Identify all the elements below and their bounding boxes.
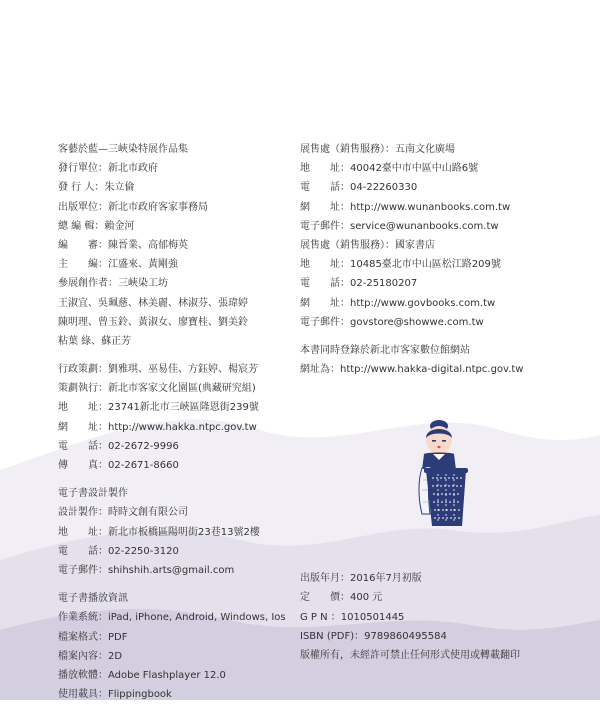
row-value: shihshih.arts@gmail.com bbox=[108, 564, 235, 576]
administration-block bbox=[58, 360, 303, 475]
row-value: http://www.govbooks.com.tw bbox=[350, 297, 496, 309]
row-value: service@wunanbooks.com.tw bbox=[350, 220, 499, 232]
row-label: 使用載具： bbox=[58, 689, 108, 701]
copyright-notice: 版權所有，未經許可禁止任何形式使用或轉載翻印 bbox=[300, 650, 520, 661]
book-title: 客藝於藍—三峽染特展作品集 bbox=[58, 144, 188, 155]
right-column bbox=[300, 140, 590, 665]
artist-names-row bbox=[58, 294, 303, 313]
info-row bbox=[58, 685, 303, 704]
row-label: 地 址： bbox=[58, 402, 108, 414]
artist-names-row bbox=[58, 332, 303, 351]
digital-museum-block bbox=[300, 341, 590, 379]
row-label: 網 址： bbox=[300, 297, 350, 309]
info-row bbox=[58, 666, 303, 685]
row-label: 發行單位： bbox=[58, 163, 108, 175]
row-label: ISBN (PDF)： bbox=[300, 630, 365, 642]
info-row bbox=[58, 379, 303, 398]
row-label: 設計製作： bbox=[58, 507, 108, 519]
row-value: 賴金河 bbox=[104, 220, 135, 232]
row-label: 總 編 輯： bbox=[58, 220, 105, 232]
row-label: 地 址： bbox=[58, 526, 108, 538]
info-row bbox=[58, 159, 303, 178]
row-value: 1010501445 bbox=[340, 611, 405, 623]
info-row bbox=[58, 456, 303, 475]
row-label: 地 址： bbox=[300, 259, 350, 271]
row-value: 23741新北市三峽區隆恩街239號 bbox=[108, 402, 259, 414]
info-row bbox=[58, 274, 303, 293]
info-row bbox=[300, 236, 590, 255]
copyright-row bbox=[300, 646, 590, 665]
info-row bbox=[300, 255, 590, 274]
row-value: 國家書店 bbox=[395, 239, 435, 251]
row-label: 編 審： bbox=[58, 239, 108, 251]
row-label: 電 話： bbox=[300, 278, 350, 290]
row-label: 電子郵件： bbox=[300, 316, 350, 328]
row-value: http://www.hakka-digital.ntpc.gov.tw bbox=[340, 364, 524, 376]
sales-outlets-block bbox=[300, 140, 590, 332]
row-value: 劉雅琪、巫易佳、方鈺婷、楊宸芳 bbox=[108, 364, 258, 376]
row-value: 新北市政府客家事務局 bbox=[108, 201, 208, 213]
row-value: govstore@showwe.com.tw bbox=[350, 316, 484, 328]
row-label: 電子郵件： bbox=[58, 564, 108, 576]
row-label: 檔案內容： bbox=[58, 650, 108, 662]
hakka-woman-dyeing-vat-icon bbox=[396, 418, 482, 530]
row-value: 2D bbox=[108, 650, 123, 662]
row-label: 電 話： bbox=[300, 182, 350, 194]
row-label: 定 價： bbox=[300, 592, 350, 604]
info-row bbox=[58, 360, 303, 379]
row-value: Flippingbook bbox=[108, 689, 172, 701]
row-label: 主 編： bbox=[58, 259, 108, 271]
row-label: 網址為： bbox=[300, 364, 340, 376]
info-row bbox=[300, 360, 590, 379]
row-value: iPad, iPhone, Android, Windows, Ios bbox=[108, 612, 286, 624]
artist-names-row bbox=[58, 313, 303, 332]
info-row bbox=[58, 418, 303, 437]
info-row bbox=[58, 503, 303, 522]
section-heading: 電子書播放資訊 bbox=[58, 593, 128, 605]
left-column bbox=[58, 140, 303, 704]
artist-names: 王淑宜、吳珮慈、林美麗、林淑芬、張瑋婷 bbox=[58, 297, 248, 309]
info-row bbox=[300, 217, 590, 236]
row-value: 三峽染工坊 bbox=[118, 278, 168, 290]
info-row bbox=[58, 437, 303, 456]
section-heading: 電子書設計製作 bbox=[58, 488, 128, 500]
row-value: 02-2672-9996 bbox=[108, 440, 179, 452]
row-label: 出版年月： bbox=[300, 573, 350, 585]
info-row bbox=[58, 628, 303, 647]
row-label: 出版單位： bbox=[58, 201, 108, 213]
info-row bbox=[300, 159, 590, 178]
row-value: 02-2671-8660 bbox=[108, 460, 179, 471]
section-heading-row bbox=[58, 484, 303, 503]
row-value: 40042臺中市中區中山路6號 bbox=[350, 163, 479, 175]
row-value: 9789860495584 bbox=[364, 630, 447, 642]
row-value: PDF bbox=[108, 631, 128, 643]
info-row bbox=[58, 236, 303, 255]
row-label: 電 話： bbox=[58, 545, 108, 557]
row-label: 網 址： bbox=[300, 201, 350, 213]
row-label: 發 行 人： bbox=[58, 182, 105, 194]
row-value: 02-2250-3120 bbox=[108, 545, 179, 557]
row-label: 行政策劃： bbox=[58, 364, 108, 376]
row-label: 策劃執行： bbox=[58, 383, 108, 395]
info-row bbox=[300, 178, 590, 197]
info-row bbox=[300, 313, 590, 332]
artist-names: 陳明理、曾玉鈴、黃淑女、廖寶桂、劉美鈴 bbox=[58, 316, 248, 328]
ebook-playback-block bbox=[58, 589, 303, 704]
artist-names: 粘葉 綠、蘇正芳 bbox=[58, 335, 132, 347]
info-row bbox=[300, 294, 590, 313]
row-value: 10485臺北市中山區松江路209號 bbox=[350, 259, 501, 271]
info-row bbox=[58, 542, 303, 561]
book-title-row bbox=[58, 140, 303, 159]
row-value: http://www.wunanbooks.com.tw bbox=[350, 201, 511, 213]
row-label: 作業系統： bbox=[58, 612, 108, 624]
row-label: G P N ： bbox=[300, 611, 341, 623]
book-info-block bbox=[58, 140, 303, 351]
info-row bbox=[300, 140, 590, 159]
row-label: 電 話： bbox=[58, 440, 108, 452]
row-value: 新北市板橋區陽明街23巷13號2樓 bbox=[108, 526, 260, 538]
info-row bbox=[300, 608, 590, 627]
row-value: 朱立倫 bbox=[104, 182, 135, 194]
row-value: 時時文創有限公司 bbox=[108, 507, 188, 519]
row-value: http://www.hakka.ntpc.gov.tw bbox=[108, 421, 257, 433]
row-label: 檔案格式： bbox=[58, 631, 108, 643]
info-row bbox=[300, 588, 590, 607]
info-row bbox=[58, 255, 303, 274]
row-label: 參展創作者： bbox=[58, 278, 118, 290]
row-label: 展售處（銷售服務）： bbox=[300, 239, 395, 251]
row-value: 江盛來、黃剛強 bbox=[108, 259, 178, 271]
publication-info-block bbox=[300, 569, 590, 665]
row-value: 新北市客家文化園區(典藏研究組) bbox=[108, 383, 256, 395]
row-label: 本書同時登錄於新北市客家數位館網站 bbox=[300, 344, 470, 356]
row-label: 播放軟體： bbox=[58, 669, 108, 681]
section-heading-row bbox=[58, 589, 303, 608]
info-row bbox=[58, 561, 303, 580]
info-row bbox=[300, 627, 590, 646]
info-row bbox=[58, 178, 303, 197]
ebook-design-block bbox=[58, 484, 303, 580]
row-label: 網 址： bbox=[58, 421, 108, 433]
row-value: 五南文化廣場 bbox=[395, 144, 455, 155]
row-label: 傳 真： bbox=[58, 460, 108, 471]
row-value: 400 元 bbox=[350, 592, 383, 604]
info-row bbox=[300, 341, 590, 360]
info-row bbox=[300, 569, 590, 588]
info-row bbox=[58, 217, 303, 236]
info-row bbox=[58, 647, 303, 666]
row-value: Adobe Flashplayer 12.0 bbox=[108, 669, 226, 681]
row-value: 新北市政府 bbox=[108, 163, 158, 175]
row-value: 02-25180207 bbox=[350, 278, 418, 290]
info-row bbox=[300, 198, 590, 217]
row-label: 地 址： bbox=[300, 163, 350, 175]
info-row bbox=[58, 608, 303, 627]
row-label: 展售處（銷售服務）： bbox=[300, 144, 395, 155]
row-label: 電子郵件： bbox=[300, 220, 350, 232]
info-row bbox=[58, 198, 303, 217]
row-value: 陳晉業、高郁梅英 bbox=[108, 239, 188, 251]
info-row bbox=[300, 274, 590, 293]
row-value: 2016年7月初版 bbox=[350, 573, 422, 585]
info-row bbox=[58, 398, 303, 417]
row-value: 04-22260330 bbox=[350, 182, 418, 194]
info-row bbox=[58, 523, 303, 542]
